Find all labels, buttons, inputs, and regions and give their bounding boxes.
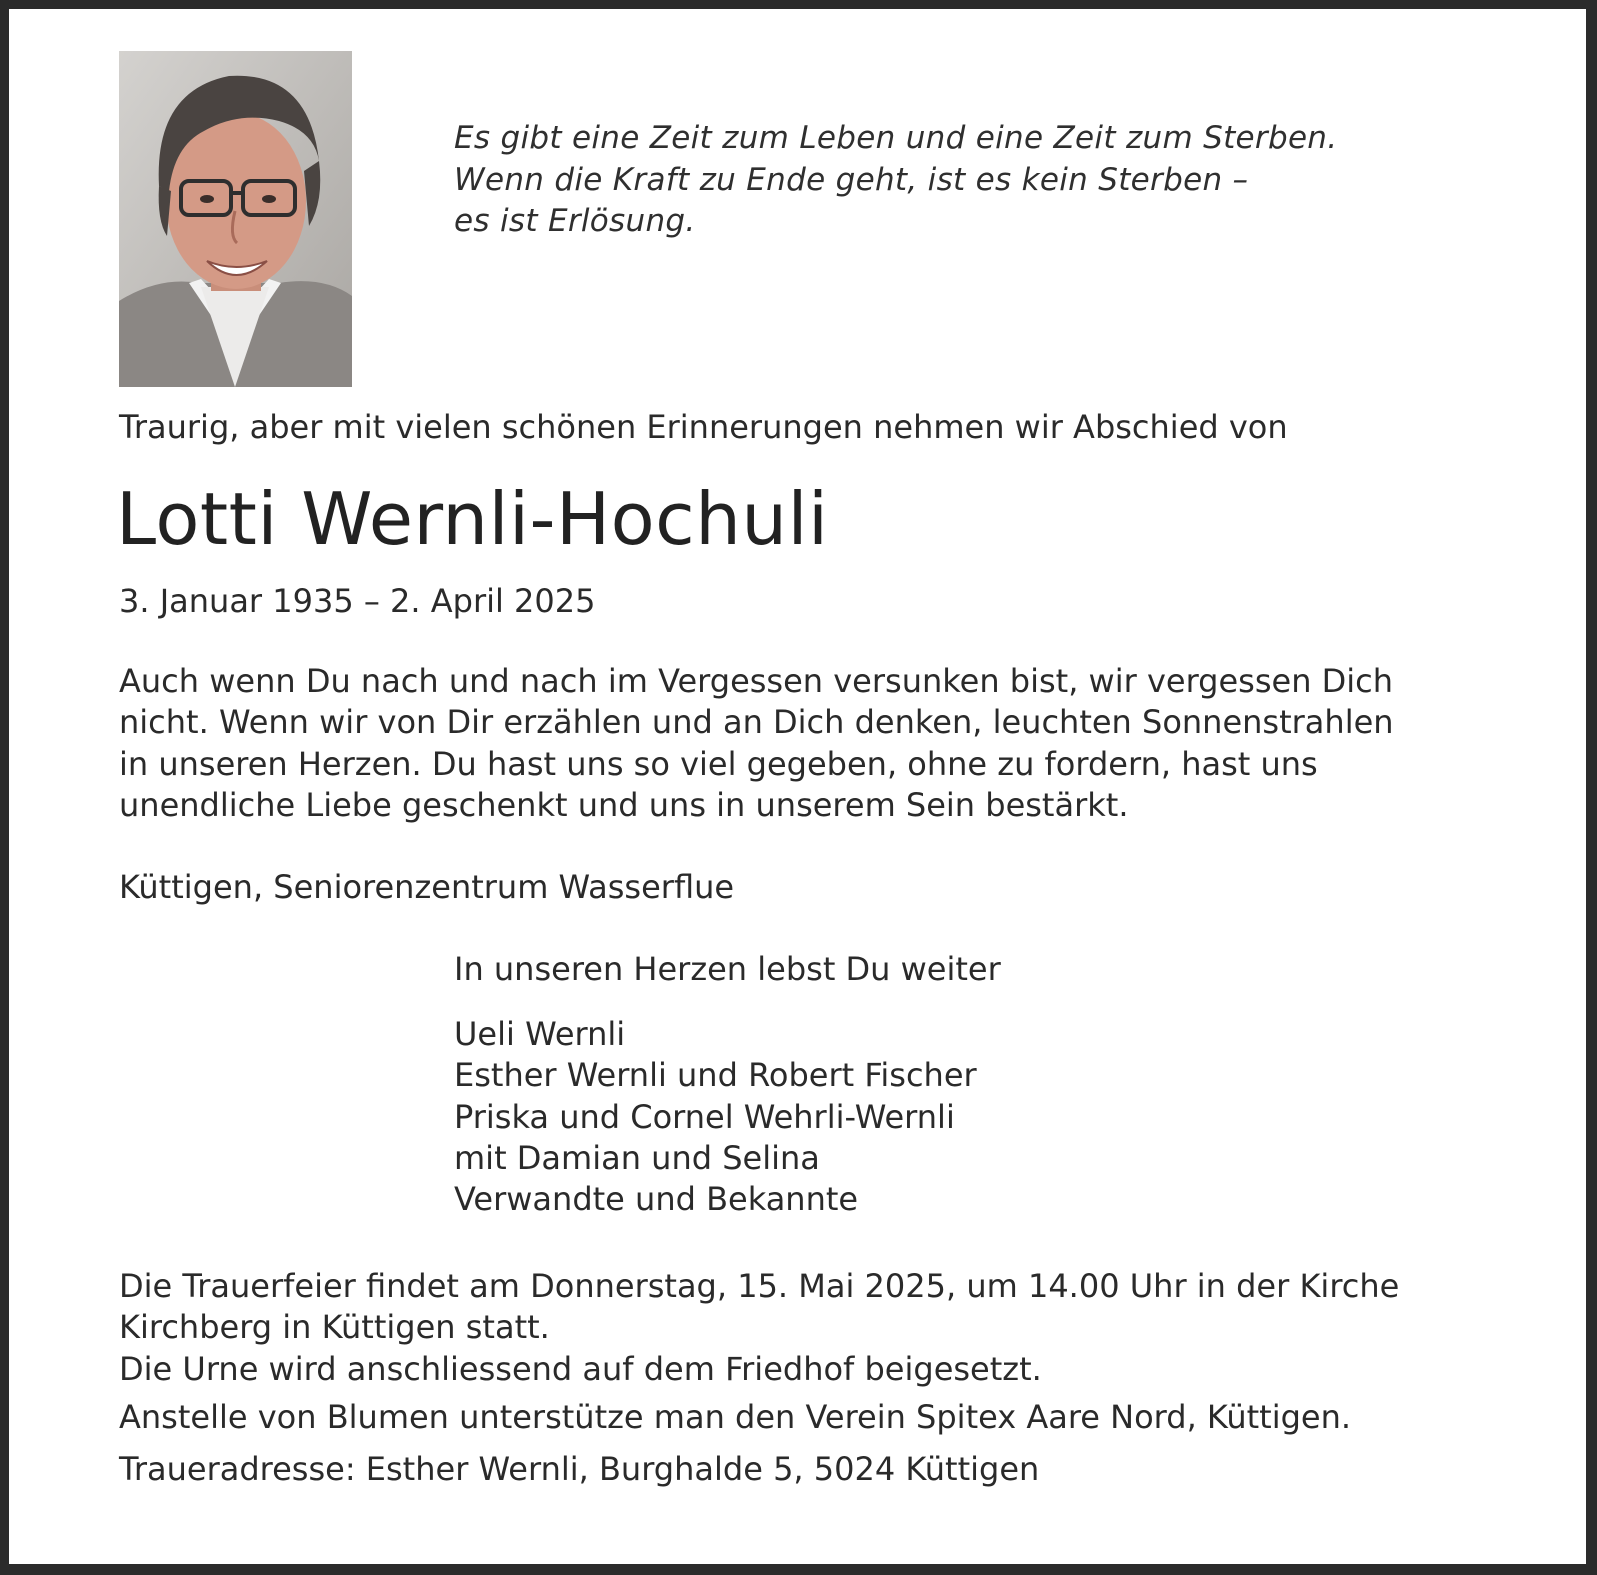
mourner-item: mit Damian und Selina	[454, 1138, 820, 1177]
mourner-item: Priska und Cornel Wehrli-Wernli	[454, 1097, 955, 1136]
service-line: Kirchberg in Küttigen statt.	[119, 1308, 550, 1347]
portrait-photo	[119, 51, 352, 387]
tribute-line: unendliche Liebe geschenkt und uns in unserem Sein bestärkt.	[119, 785, 1129, 824]
intro-text: Traurig, aber mit vielen schönen Erinnerungen nehmen wir Abschied von	[119, 408, 1288, 446]
mourner-item: Verwandte und Bekannte	[454, 1180, 859, 1219]
motto-quote	[454, 118, 1337, 243]
mourner-item: Esther Wernli und Robert Fischer	[454, 1056, 977, 1095]
tribute-paragraph	[119, 661, 1394, 826]
life-dates: 3. Januar 1935 – 2. April 2025	[119, 582, 596, 620]
motto-line: es ist Erlösung.	[454, 203, 696, 239]
mourning-address: Traueradresse: Esther Wernli, Burghalde 5, 5024 Küttigen	[119, 1450, 1040, 1488]
place-line: Küttigen, Seniorenzentrum Wasserflue	[119, 868, 735, 906]
tribute-line: Auch wenn Du nach und nach im Vergessen versunken bist, wir vergessen Dich	[119, 662, 1394, 700]
service-line: Die Trauerfeier findet am Donnerstag, 15. Mai 2025, um 14.00 Uhr in der Kirche	[119, 1267, 1400, 1305]
deceased-name: Lotti Wernli-Hochuli	[116, 477, 829, 561]
mourner-item: Ueli Wernli	[454, 1015, 626, 1053]
tribute-line: nicht. Wenn wir von Dir erzählen und an Dich denken, leuchten Sonnenstrahlen	[119, 703, 1394, 742]
motto-line: Es gibt eine Zeit zum Leben und eine Zeit zum Sterben.	[454, 120, 1338, 156]
tribute-line: in unseren Herzen. Du hast uns so viel gegeben, ohne zu fordern, hast uns	[119, 744, 1318, 783]
flowers-note: Anstelle von Blumen unterstütze man den Verein Spitex Aare Nord, Küttigen.	[119, 1398, 1352, 1436]
service-info	[119, 1266, 1399, 1390]
motto-line: Wenn die Kraft zu Ende geht, ist es kein Sterben –	[454, 161, 1249, 198]
service-line: Die Urne wird anschliessend auf dem Friedhof beigesetzt.	[119, 1349, 1042, 1388]
portrait-photo-icon	[119, 51, 352, 387]
heart-line: In unseren Herzen lebst Du weiter	[454, 950, 1001, 988]
mourners-list	[454, 1014, 977, 1220]
